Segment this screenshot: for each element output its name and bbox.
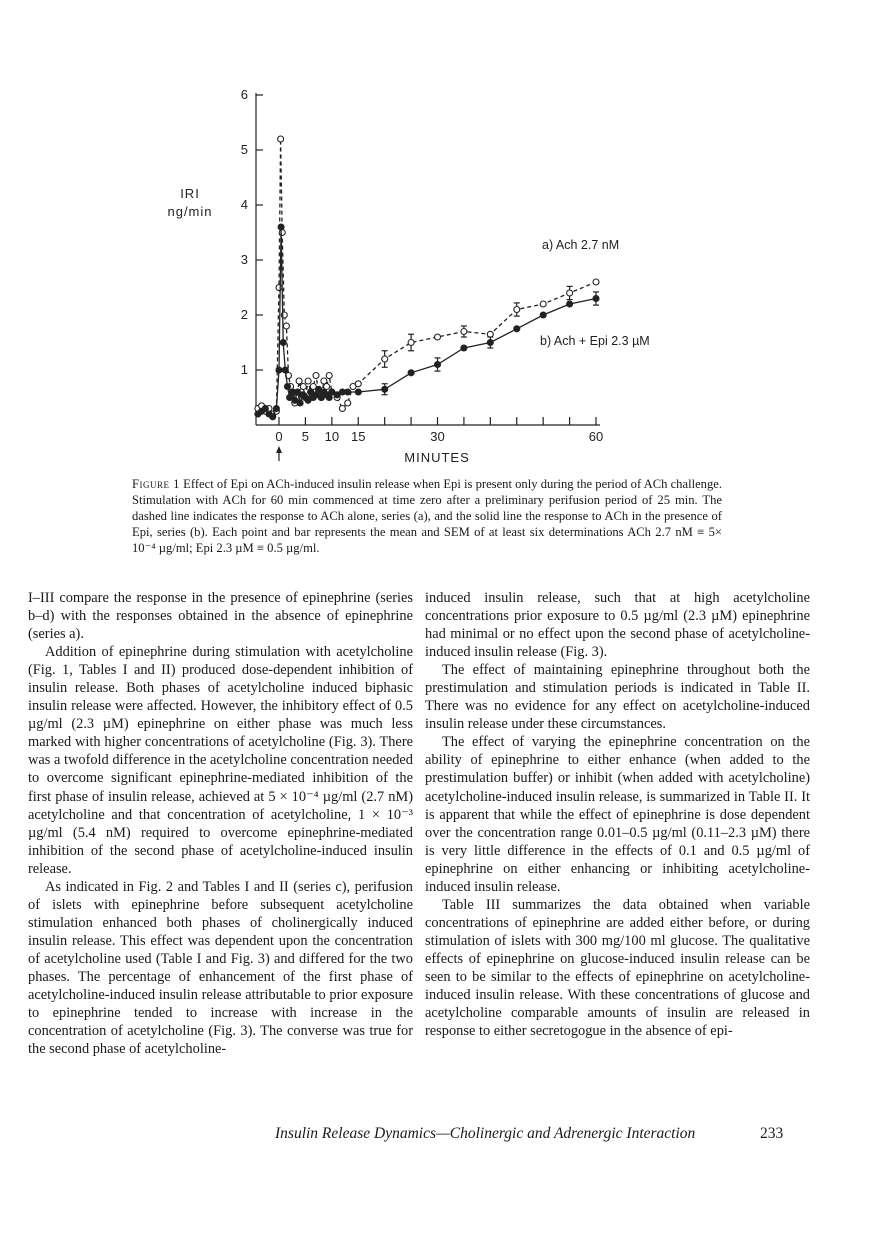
- y-tick-label: 6: [240, 87, 248, 102]
- series-b-point: [345, 389, 351, 395]
- series-b-point: [280, 340, 286, 346]
- series-b-point: [262, 406, 268, 412]
- paragraph: The effect of maintaining epinephrine throughout both the prestimulation and stimulation periods is indicated in Table II. There was no evidence for any effect on acetylcholine-induced insulin release under these circumstances.: [425, 662, 810, 733]
- y-axis-label-line1: IRI: [180, 186, 200, 201]
- paragraph: Table III summarizes the data obtained when variable concentrations of epinephrine are added either before, or during stimulation of islets with 300 mg/100 ml glucose. The qualitative effects of epinephrine on glucose-induced insulin release can be seen to be similar to the effects of epinephrine on acetylcholine-induced insulin release. With these concentrations of glucose and acetylcholine comparable amounts of insulin are released in response to either secretogogue in the absence of epi-: [425, 896, 810, 1040]
- y-tick-label: 5: [240, 142, 248, 157]
- series-b-point: [461, 345, 467, 351]
- series-b-point: [567, 301, 573, 307]
- x-tick-label: 10: [324, 429, 340, 444]
- y-tick-label: 1: [240, 362, 248, 377]
- body-column-left: [28, 589, 413, 1058]
- series-a-point: [278, 136, 284, 142]
- x-tick-label: 60: [588, 429, 604, 444]
- x-tick-label: 30: [430, 429, 445, 444]
- series-a-point: [345, 400, 351, 406]
- series-b-point: [514, 326, 520, 332]
- series-a-point: [461, 329, 467, 335]
- series-b-point: [435, 362, 441, 368]
- paragraph: Addition of epinephrine during stimulation with acetylcholine (Fig. 1, Tables I and II) produced dose-dependent inhibition of insulin release. Both phases of acetylcholine induced biphasic insulin release were affected. However, the inhibitory effect of 0.5 µg/ml (2.3 µM) epinephrine on either phase was much less marked with higher concentrations of acetylcholine (Fig. 3). There was a twofold difference in the acetylcholine concentration needed to overcome significant epinephrine-mediated inhibition of the first phase of insulin release, achieved at 5 × 10⁻⁴ µg/ml (2.7 nM) acetylcholine and that concentration of acetylcholine, 1 × 10⁻³ µg/ml (5.4 nM) required to overcome epinephrine-mediated inhibition of the second phase of acetylcholine-induced insulin release.: [28, 644, 413, 877]
- series-a-point: [296, 378, 302, 384]
- x-tick-label: 15: [351, 429, 366, 444]
- series-b-point: [593, 296, 599, 302]
- series-b-point: [276, 367, 282, 373]
- series-b-point: [487, 340, 493, 346]
- page-number: 233: [760, 1125, 784, 1142]
- series-a-label: a) Ach 2.7 nM: [542, 238, 620, 252]
- figure-label: Figure 1: [132, 477, 180, 491]
- series-a-point: [514, 307, 520, 313]
- series-a-point: [300, 384, 306, 390]
- series-a-point: [408, 340, 414, 346]
- series-b-point: [278, 224, 284, 230]
- figure-1-chart: [150, 80, 690, 470]
- series-b-point: [273, 406, 279, 412]
- series-a-line: [258, 139, 596, 414]
- y-tick-label: 3: [240, 252, 248, 267]
- chart-labels: [167, 186, 649, 465]
- y-tick-label: 2: [240, 307, 248, 322]
- body-column-right: [425, 589, 810, 1040]
- series-a-point: [382, 356, 388, 362]
- series-a-point: [435, 334, 441, 340]
- series-b-point: [270, 414, 276, 420]
- x-axis-label: MINUTES: [404, 450, 470, 465]
- paragraph: I–III compare the response in the presence of epinephrine (series b–d) with the responses obtained in the absence of epinephrine (series a).: [28, 590, 413, 643]
- running-title: Insulin Release Dynamics—Cholinergic and Adrenergic Interaction: [275, 1125, 696, 1142]
- series-a-point: [593, 279, 599, 285]
- paragraph: induced insulin release, such that at high acetylcholine concentrations prior exposure to 0.5 µg/ml (2.3 µM) epinephrine had minimal or no effect upon the second phase of acetylcholine-induced insulin release (Fig. 3).: [425, 590, 810, 661]
- series-a-point: [313, 373, 319, 379]
- start-arrow-head: [276, 446, 282, 453]
- series-b-point: [285, 384, 291, 390]
- series-b-point: [540, 312, 546, 318]
- x-tick-label: 0: [275, 429, 283, 444]
- paragraph: The effect of varying the epinephrine concentration on the ability of epinephrine to either enhance (when added to the prestimulation buffer) or inhibit (when added with acetylcholine) acetylcholine-induced insulin release, is summarized in Table II. It is apparent that while the effect of epinephrine is dose dependent over the concentration range 0.01–0.5 µg/ml (0.11–2.3 µM) there is very little difference in the effects of 0.1 and 0.5 µg/ml of epinephrine on either enhancing or inhibiting acetylcholine-induced insulin release.: [425, 734, 810, 895]
- caption-text: Effect of Epi on ACh-induced insulin release when Epi is present only during the period of ACh challenge. Stimulation with ACh for 60 min commenced at time zero after a preliminary perifusion period of 25 min. The dashed line indicates the response to ACh alone, series (a), and the solid line the response to ACh in the presence of Epi, series (b). Each point and bar represents the mean and SEM of at least six determinations ACh 2.7 nM ≡ 5× 10⁻⁴ µg/ml; Epi 2.3 µM ≡ 0.5 µg/ml.: [132, 477, 722, 555]
- series-b-point: [408, 370, 414, 376]
- y-axis-label-line2: ng/min: [167, 204, 213, 219]
- series-b-line: [258, 227, 596, 417]
- series-b-point: [355, 389, 361, 395]
- series-a-point: [276, 285, 282, 291]
- figure-caption: [132, 476, 722, 556]
- series-a-point: [540, 301, 546, 307]
- series-b-point: [282, 367, 288, 373]
- series-a-point: [355, 381, 361, 387]
- series-a-point: [339, 406, 345, 412]
- paragraph: As indicated in Fig. 2 and Tables I and II (series c), perifusion of islets with epinephrine before subsequent acetylcholine stimulation enhanced both phases of cholinergically induced insulin release. This effect was dependent upon the concentration of acetylcholine used (Table I and Fig. 3) and differed for the two phases. The percentage of enhancement of the first phase of acetylcholine-induced insulin release attributable to prior exposure to epinephrine tended to increase with increase in the concentration of acetylcholine (Fig. 3). The converse was true for the second phase of acetylcholine-: [28, 878, 413, 1058]
- series-a-point: [283, 323, 289, 329]
- series-b-label: b) Ach + Epi 2.3 µM: [540, 334, 650, 348]
- series-a-point: [567, 290, 573, 296]
- chart-axes: [256, 93, 600, 425]
- series-b-point: [297, 400, 303, 406]
- series-a-ach-alone: [255, 136, 599, 417]
- series-a-point: [305, 378, 311, 384]
- series-b-point: [382, 386, 388, 392]
- y-tick-label: 4: [240, 197, 248, 212]
- x-tick-label: 5: [301, 429, 310, 444]
- series-a-point: [326, 373, 332, 379]
- series-b-ach-epi: [255, 224, 599, 420]
